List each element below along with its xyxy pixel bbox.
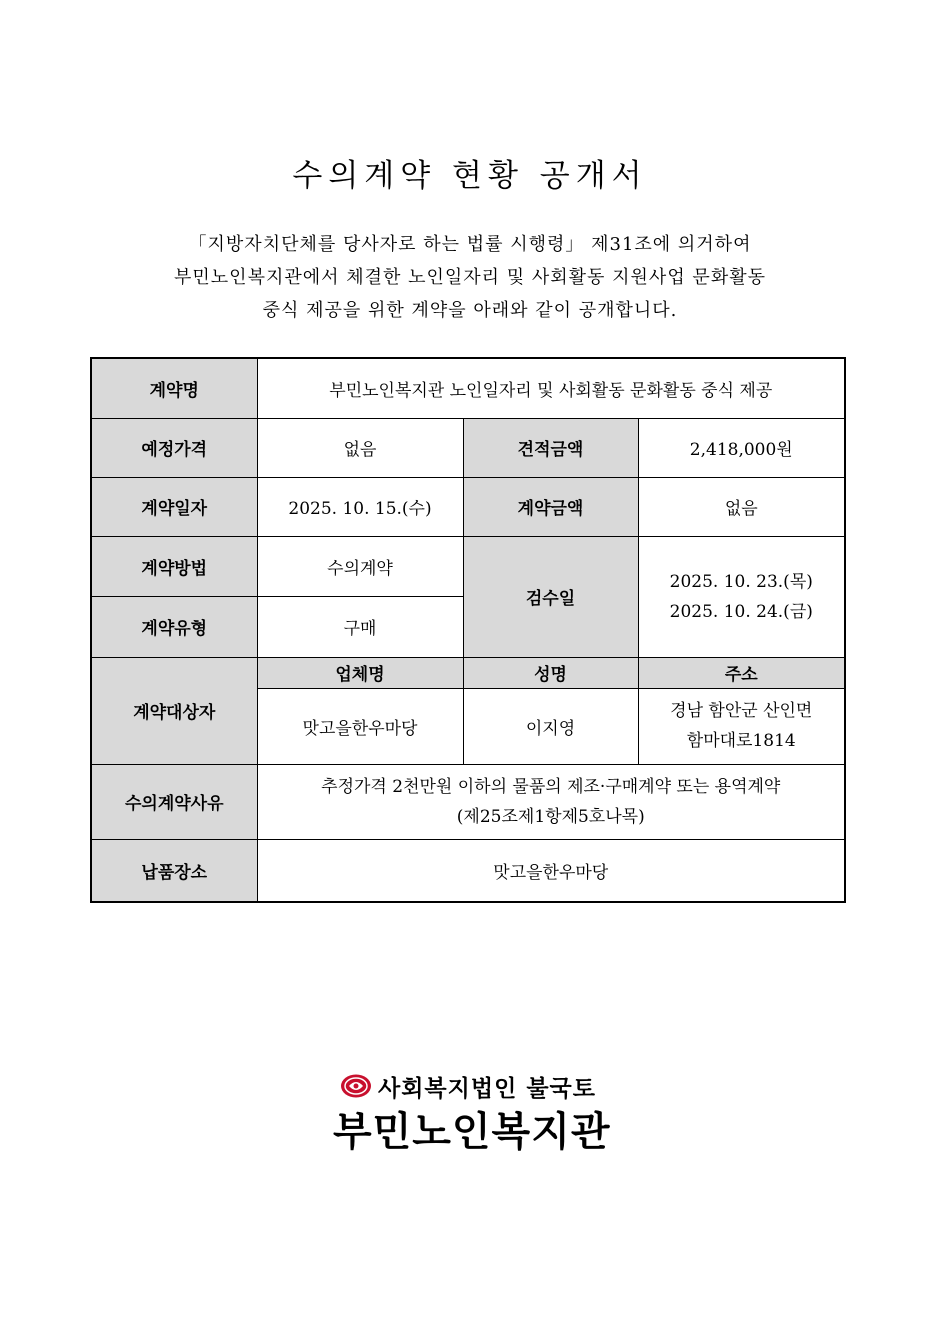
reason-label: 수의계약사유 xyxy=(91,764,257,839)
address-line-1: 경남 함안군 산인면 xyxy=(670,701,813,721)
address-line-2: 함마대로1814 xyxy=(686,731,796,751)
intro-line: 「지방자치단체를 당사자로 하는 법률 시행령」 제31조에 의거하여 xyxy=(188,234,752,255)
contract-amount-value: 없음 xyxy=(638,477,845,536)
address-value xyxy=(638,688,845,764)
delivery-label: 납품장소 xyxy=(91,839,257,902)
address-header: 주소 xyxy=(638,657,845,688)
contract-table xyxy=(90,357,846,903)
reason-line-2: (제25조제1항제5호나목) xyxy=(456,806,645,827)
organization-logo xyxy=(0,1070,940,1155)
delivery-value: 맛고을한우마당 xyxy=(257,839,845,902)
counterparty-label: 계약대상자 xyxy=(91,657,257,764)
company-value: 맛고을한우마당 xyxy=(257,688,463,764)
intro-line: 부민노인복지관에서 체결한 노인일자리 및 사회활동 지원사업 문화활동 xyxy=(174,267,766,288)
contract-date-value: 2025. 10. 15.(수) xyxy=(257,477,463,536)
contract-amount-label: 계약금액 xyxy=(463,477,638,536)
page-title: 수의계약 현황 공개서 xyxy=(292,158,648,194)
inspection-date-value xyxy=(638,536,845,657)
quote-amount-label: 견적금액 xyxy=(463,418,638,477)
inspection-date-2: 2025. 10. 24.(금) xyxy=(669,601,813,622)
contract-date-label: 계약일자 xyxy=(91,477,257,536)
estimated-price-label: 예정가격 xyxy=(91,418,257,477)
contract-name-label: 계약명 xyxy=(91,358,257,418)
logo-name: 부민노인복지관 xyxy=(333,1109,611,1155)
company-header: 업체명 xyxy=(257,657,463,688)
quote-amount-value: 2,418,000원 xyxy=(638,418,845,477)
person-value: 이지영 xyxy=(463,688,638,764)
seal-icon xyxy=(340,1073,372,1099)
intro-line: 중식 제공을 위한 계약을 아래와 같이 공개합니다. xyxy=(262,300,678,321)
reason-line-1: 추정가격 2천만원 이하의 물품의 제조·구매계약 또는 용역계약 xyxy=(321,776,781,797)
person-header: 성명 xyxy=(463,657,638,688)
reason-value xyxy=(257,764,845,839)
logo-top-row xyxy=(340,1070,596,1102)
inspection-date-1: 2025. 10. 23.(목) xyxy=(669,571,813,592)
intro-text xyxy=(0,228,940,327)
logo-subtitle: 사회복지법인 불국토 xyxy=(378,1075,596,1102)
estimated-price-value: 없음 xyxy=(257,418,463,477)
contract-type-label: 계약유형 xyxy=(91,596,257,657)
inspection-date-label: 검수일 xyxy=(463,536,638,657)
contract-type-value: 구매 xyxy=(257,596,463,657)
contract-name-value: 부민노인복지관 노인일자리 및 사회활동 문화활동 중식 제공 xyxy=(257,358,845,418)
contract-method-value: 수의계약 xyxy=(257,536,463,596)
contract-method-label: 계약방법 xyxy=(91,536,257,596)
